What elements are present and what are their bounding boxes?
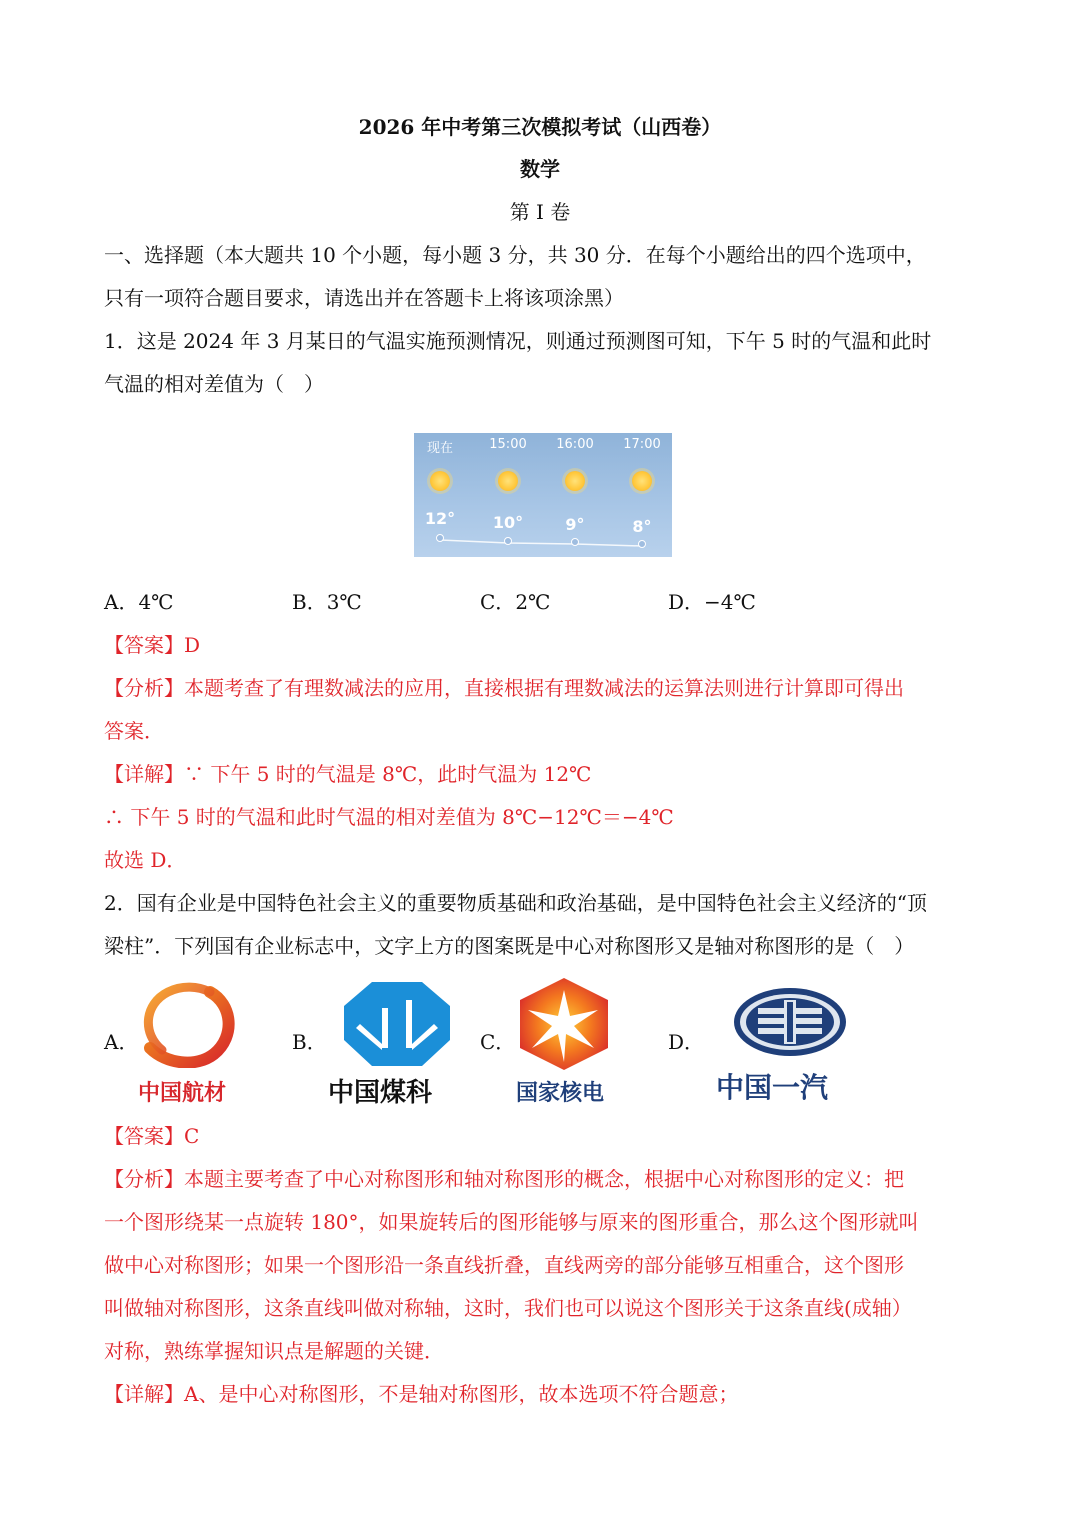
- sun-icon: [565, 471, 585, 491]
- logo-text: 中国一汽: [716, 1071, 829, 1104]
- q2-analysis-3: 做中心对称图形；如果一个图形沿一条直线折叠，直线两旁的部分能够互相重合，这个图形: [104, 1253, 904, 1277]
- q2-analysis-2: 一个图形绕某一点旋转 180°，如果旋转后的图形能够与原来的图形重合，那么这个图形就叫: [104, 1210, 919, 1234]
- analysis-text: 本题考查了有理数减法的应用，直接根据有理数减法的运算法则进行计算即可得出: [184, 676, 904, 700]
- option-letter: A．: [104, 590, 139, 614]
- q1-detail-2: ∴ 下午 5 时的气温和此时气温的相对差值为 8℃−12℃＝−4℃: [104, 805, 674, 829]
- q1-answer: [104, 631, 200, 659]
- weather-temp: 10°: [492, 513, 524, 532]
- weather-time: 15:00: [489, 437, 527, 452]
- sun-icon: [498, 471, 518, 491]
- weather-time: 16:00: [556, 437, 594, 452]
- q1-analysis-2: 答案．: [104, 719, 164, 743]
- q2-option-a-letter: A．: [104, 1030, 139, 1054]
- section-instruction-2: 只有一项符合题目要求，请选出并在答题卡上将该项涂黑）: [104, 286, 624, 310]
- weather-col-1600: [545, 433, 605, 557]
- oval-logo-icon: [714, 984, 864, 1062]
- weather-time: 现在: [426, 441, 453, 456]
- weather-temp: 12°: [424, 509, 456, 528]
- detail-label: 【详解】: [104, 1382, 184, 1406]
- logo-text: 中国航材: [138, 1081, 227, 1106]
- logo-text: 国家核电: [516, 1081, 605, 1106]
- answer-label: 【答案】: [104, 633, 184, 657]
- option-letter: C．: [480, 590, 516, 614]
- q2-analysis-1: [104, 1165, 904, 1193]
- option-text: 2℃: [515, 590, 551, 614]
- analysis-label: 【分析】: [104, 1167, 184, 1191]
- answer-value: D: [184, 633, 201, 657]
- analysis-text: 本题主要考查了中心对称图形和轴对称图形的概念，根据中心对称图形的定义：把: [184, 1167, 904, 1191]
- q1-option-a: [104, 588, 174, 616]
- q2-detail-1: [104, 1380, 738, 1408]
- q2-option-d-letter: D．: [668, 1030, 705, 1054]
- q1-stem-2: 气温的相对差值为（ ）: [104, 372, 324, 396]
- q2-option-b-letter: B．: [292, 1030, 327, 1054]
- page-title: 2026 年中考第三次模拟考试（山西卷）: [358, 115, 722, 139]
- q1-conclusion: 故选 D．: [104, 848, 187, 872]
- weather-col-now: [410, 433, 470, 557]
- detail-label: 【详解】: [104, 762, 184, 786]
- temp-point: [436, 534, 444, 542]
- q1-option-d: [668, 588, 756, 616]
- q2-option-c-letter: C．: [480, 1030, 516, 1054]
- q2-analysis-4: 叫做轴对称图形，这条直线叫做对称轴，这时，我们也可以说这个图形关于这条直线(成轴）: [104, 1296, 912, 1320]
- logo-guojia-hedian: [512, 976, 622, 1106]
- q2-stem-2: 梁柱”．下列国有企业标志中，文字上方的图案既是中心对称图形又是轴对称图形的是（ ）: [104, 934, 915, 958]
- temp-point: [504, 537, 512, 545]
- option-text: 3℃: [326, 590, 362, 614]
- weather-time: 17:00: [623, 437, 661, 452]
- logo-text: 中国煤科: [328, 1078, 433, 1108]
- q2-answer: [104, 1122, 199, 1150]
- detail-text: A、是中心对称图形，不是轴对称图形，故本选项不符合题意；: [184, 1382, 739, 1406]
- temp-point: [571, 538, 579, 546]
- q1-option-b: [292, 588, 362, 616]
- shield-logo-icon: [326, 978, 468, 1070]
- option-text: 4℃: [138, 590, 174, 614]
- option-letter: D．: [668, 590, 705, 614]
- sun-icon: [632, 471, 652, 491]
- q1-option-c: [480, 588, 550, 616]
- detail-text: ∵ 下午 5 时的气温是 8℃，此时气温为 12℃: [184, 762, 592, 786]
- weather-forecast-image: [414, 433, 672, 557]
- ring-logo-icon: [132, 978, 242, 1068]
- option-text: −4℃: [704, 590, 756, 614]
- q1-analysis-1: [104, 674, 904, 702]
- q2-stem-1: 2．国有企业是中国特色社会主义的重要物质基础和政治基础，是中国特色社会主义经济的“顶: [104, 891, 927, 915]
- answer-value: C: [184, 1124, 200, 1148]
- volume-label: 第 I 卷: [509, 200, 571, 224]
- section-instruction-1: 一、选择题（本大题共 10 个小题，每小题 3 分，共 30 分．在每个小题给出的四个选项中，: [104, 243, 926, 267]
- option-letter: B．: [292, 590, 327, 614]
- logo-zhongguo-hangcai: [132, 978, 242, 1108]
- weather-col-1700: [612, 433, 672, 557]
- weather-col-1500: [478, 433, 538, 557]
- q1-detail-1: [104, 760, 591, 788]
- weather-temp: 8°: [632, 517, 652, 536]
- weather-temp: 9°: [565, 515, 585, 534]
- sun-icon: [430, 471, 450, 491]
- analysis-label: 【分析】: [104, 676, 184, 700]
- temp-point: [638, 540, 646, 548]
- star-logo-icon: [512, 976, 616, 1072]
- subject-title: 数学: [520, 157, 560, 181]
- logo-zhongguo-yiqi: [714, 984, 864, 1108]
- logo-zhongguo-meike: [326, 978, 468, 1108]
- q1-stem-1: 1．这是 2024 年 3 月某日的气温实施预测情况，则通过预测图可知，下午 5 时的气温和此时: [104, 329, 932, 353]
- q2-analysis-5: 对称，熟练掌握知识点是解题的关键．: [104, 1339, 444, 1363]
- answer-label: 【答案】: [104, 1124, 184, 1148]
